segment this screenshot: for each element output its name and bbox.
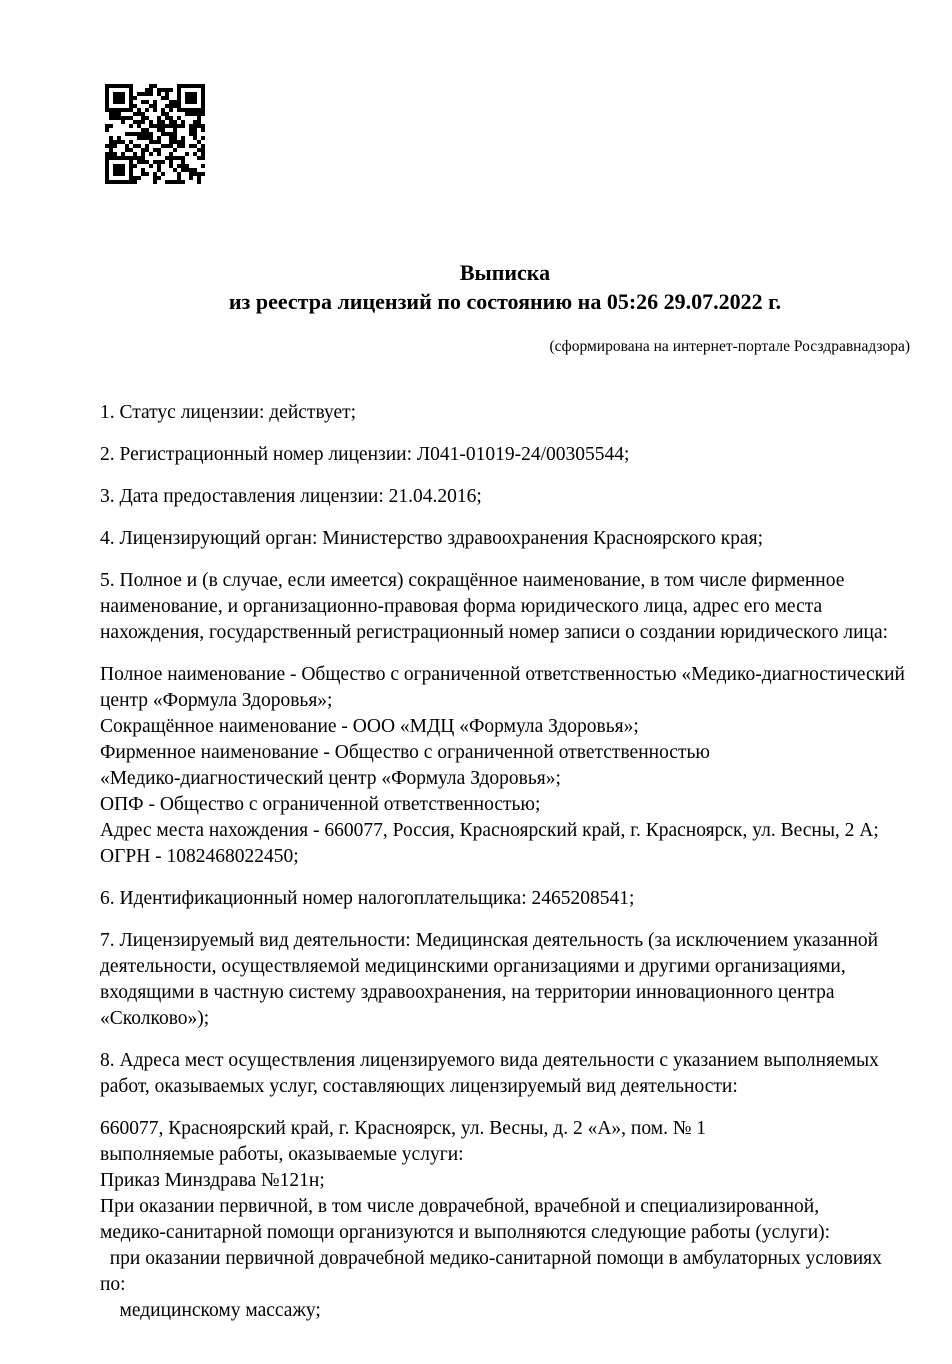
paragraph xyxy=(100,484,910,510)
text-line: 7. Лицензируемый вид деятельности: Медицинская деятельность (за исключением указанной xyxy=(100,930,879,951)
text-line: 4. Лицензирующий орган: Министерство здравоохранения Красноярского края; xyxy=(100,528,763,549)
document-subtitle: (сформирована на интернет-портале Росздравнадзора) xyxy=(549,338,910,355)
text-line: Сокращённое наименование - ООО «МДЦ «Формула Здоровья»; xyxy=(100,716,639,737)
text-line: центр «Формула Здоровья»; xyxy=(100,690,333,711)
text-line: «Медико-диагностический центр «Формула Здоровья»; xyxy=(100,768,561,789)
text-line: по: xyxy=(100,1274,126,1295)
text-line: Приказ Минздрава №121н; xyxy=(100,1170,325,1191)
text-line: Адрес места нахождения - 660077, Россия, Красноярский край, г. Красноярск, ул. Весны, 2 А; xyxy=(100,820,879,841)
text-line: 6. Идентификационный номер налогоплательщика: 2465208541; xyxy=(100,888,635,909)
text-line: медицинскому массажу; xyxy=(100,1300,321,1321)
text-line: деятельности, осуществляемой медицинскими организациями и другими организациями, xyxy=(100,956,846,977)
paragraph xyxy=(100,1048,910,1100)
text-line: ОГРН - 1082468022450; xyxy=(100,846,299,867)
text-line: при оказании первичной доврачебной медико-санитарной помощи в амбулаторных условиях xyxy=(100,1248,882,1269)
paragraph xyxy=(100,400,910,426)
text-line: выполняемые работы, оказываемые услуги: xyxy=(100,1144,464,1165)
text-line: Полное наименование - Общество с ограниченной ответственностью «Медико-диагностический xyxy=(100,664,905,685)
paragraph xyxy=(100,662,910,870)
text-line: 8. Адреса мест осуществления лицензируемого вида деятельности с указанием выполняемых xyxy=(100,1050,879,1071)
text-line: 2. Регистрационный номер лицензии: Л041-01019-24/00305544; xyxy=(100,444,630,465)
document-body xyxy=(100,400,910,1324)
paragraph xyxy=(100,526,910,552)
text-line: 660077, Красноярский край, г. Красноярск, ул. Весны, д. 2 «А», пом. № 1 xyxy=(100,1118,707,1139)
paragraph xyxy=(100,928,910,1032)
document-title xyxy=(100,258,910,316)
paragraph xyxy=(100,1116,910,1324)
text-line: работ, оказываемых услуг, составляющих лицензируемый вид деятельности: xyxy=(100,1076,738,1097)
text-line: При оказании первичной, в том числе доврачебной, врачебной и специализированной, xyxy=(100,1196,820,1217)
paragraph xyxy=(100,442,910,468)
text-line: «Сколково»); xyxy=(100,1008,210,1029)
text-line: Фирменное наименование - Общество с ограниченной ответственностью xyxy=(100,742,710,763)
text-line: ОПФ - Общество с ограниченной ответственностью; xyxy=(100,794,541,815)
paragraph xyxy=(100,568,910,646)
text-line: входящими в частную систему здравоохранения, на территории инновационного центра xyxy=(100,982,835,1003)
text-line: нахождения, государственный регистрационный номер записи о создании юридического лица: xyxy=(100,622,889,643)
document-content xyxy=(100,0,910,1324)
text-line: 3. Дата предоставления лицензии: 21.04.2016; xyxy=(100,486,482,507)
paragraph xyxy=(100,886,910,912)
text-line: медико-санитарной помощи организуются и выполняются следующие работы (услуги): xyxy=(100,1222,831,1243)
text-line: наименование, и организационно-правовая форма юридического лица, адрес его места xyxy=(100,596,823,617)
text-line: 5. Полное и (в случае, если имеется) сокращённое наименование, в том числе фирменное xyxy=(100,570,845,591)
title-line-1: Выписка xyxy=(459,260,551,285)
title-line-2: из реестра лицензий по состоянию на 05:26 29.07.2022 г. xyxy=(228,289,782,314)
text-line: 1. Статус лицензии: действует; xyxy=(100,402,357,423)
